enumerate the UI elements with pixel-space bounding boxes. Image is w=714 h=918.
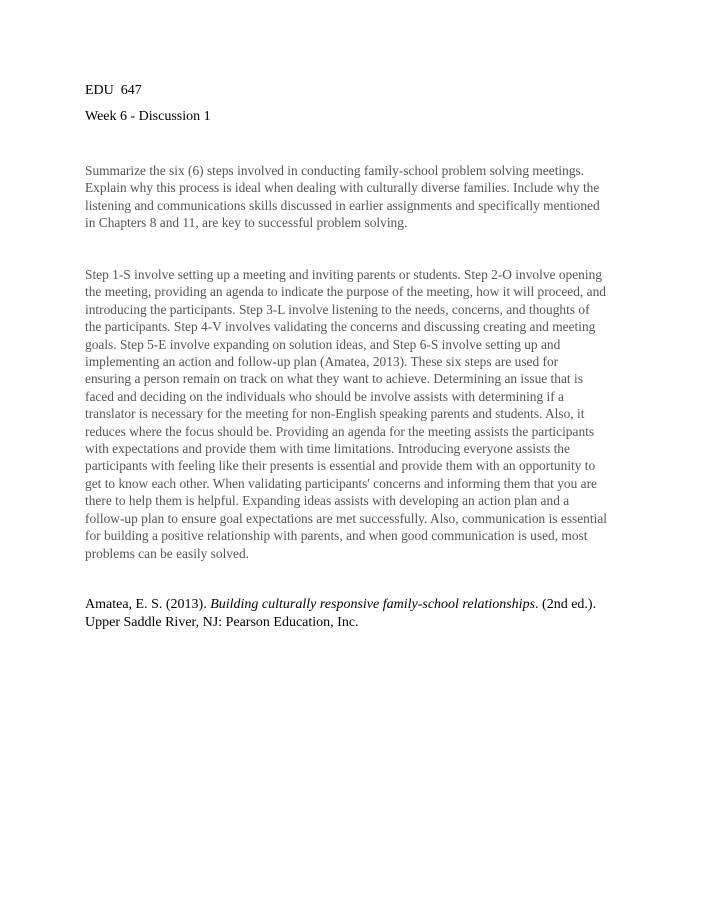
prompt-line: in Chapters 8 and 11, are key to successful problem solving. bbox=[85, 215, 408, 231]
course-code: EDU 647 bbox=[85, 83, 142, 98]
response-line: translator is necessary for the meeting for non-English speaking parents and students. Also, it bbox=[85, 406, 585, 422]
response-line: goals. Step 5-E involve expanding on solution ideas, and Step 6-S involve setting up and bbox=[85, 336, 561, 352]
response-line: introducing the participants. Step 3-L involve listening to the needs, concerns, and thoughts of bbox=[85, 301, 590, 317]
response-line: ensuring a person remain on track on what they want to achieve. Determining an issue that is bbox=[85, 371, 583, 387]
response-line: follow-up plan to ensure goal expectations are met successfully. Also, communication is essential bbox=[85, 510, 607, 526]
assignment-title: Week 6 - Discussion 1 bbox=[85, 109, 211, 124]
reference-publisher: Upper Saddle River, NJ: Pearson Education, Inc. bbox=[85, 614, 359, 630]
response-line: with expectations and provide them with time limitations. Introducing everyone assists the bbox=[85, 441, 570, 457]
response-line: implementing an action and follow-up plan (Amatea, 2013). These six steps are used for bbox=[85, 354, 559, 370]
reference-author-year: Amatea, E. S. (2013). bbox=[85, 597, 211, 612]
reference-book-title: Building culturally responsive family-school relationships bbox=[210, 597, 536, 612]
response-line: get to know each other. When validating participants' concerns and informing them that you are bbox=[85, 475, 597, 491]
response-line: problems can be easily solved. bbox=[85, 545, 249, 561]
response-line: faced and deciding on the individuals who should be involve assists with determining if a bbox=[85, 388, 564, 404]
response-line: for building a positive relationship with parents, and when good communication is used, most bbox=[85, 528, 588, 544]
reference-edition: . (2nd ed.). bbox=[535, 597, 597, 612]
prompt-line: Explain why this process is ideal when dealing with culturally diverse families. Include why the bbox=[85, 180, 600, 196]
discussion-response bbox=[85, 266, 645, 562]
response-line: the participants. Step 4-V involves validating the concerns and discussing creating and meeting bbox=[85, 319, 596, 335]
response-line: the meeting, providing an agenda to indicate the purpose of the meeting, how it will proceed, and bbox=[85, 284, 606, 300]
reference-citation-line bbox=[85, 596, 645, 614]
prompt-line: Summarize the six (6) steps involved in conducting family-school problem solving meetings. bbox=[85, 163, 585, 178]
response-line: Step 1-S involve setting up a meeting and inviting parents or students. Step 2-O involve opening bbox=[85, 267, 602, 282]
reference-entry bbox=[85, 596, 645, 631]
response-line: reduces where the focus should be. Providing an agenda for the meeting assists the participants bbox=[85, 423, 595, 439]
response-line: participants with feeling like their presents is essential and provide them with an opportunity to bbox=[85, 458, 596, 474]
response-line: there to help them is helpful. Expanding ideas assists with developing an action plan and a bbox=[85, 493, 570, 509]
discussion-prompt bbox=[85, 162, 645, 232]
prompt-line: listening and communications skills discussed in earlier assignments and specifically mentioned bbox=[85, 197, 600, 213]
